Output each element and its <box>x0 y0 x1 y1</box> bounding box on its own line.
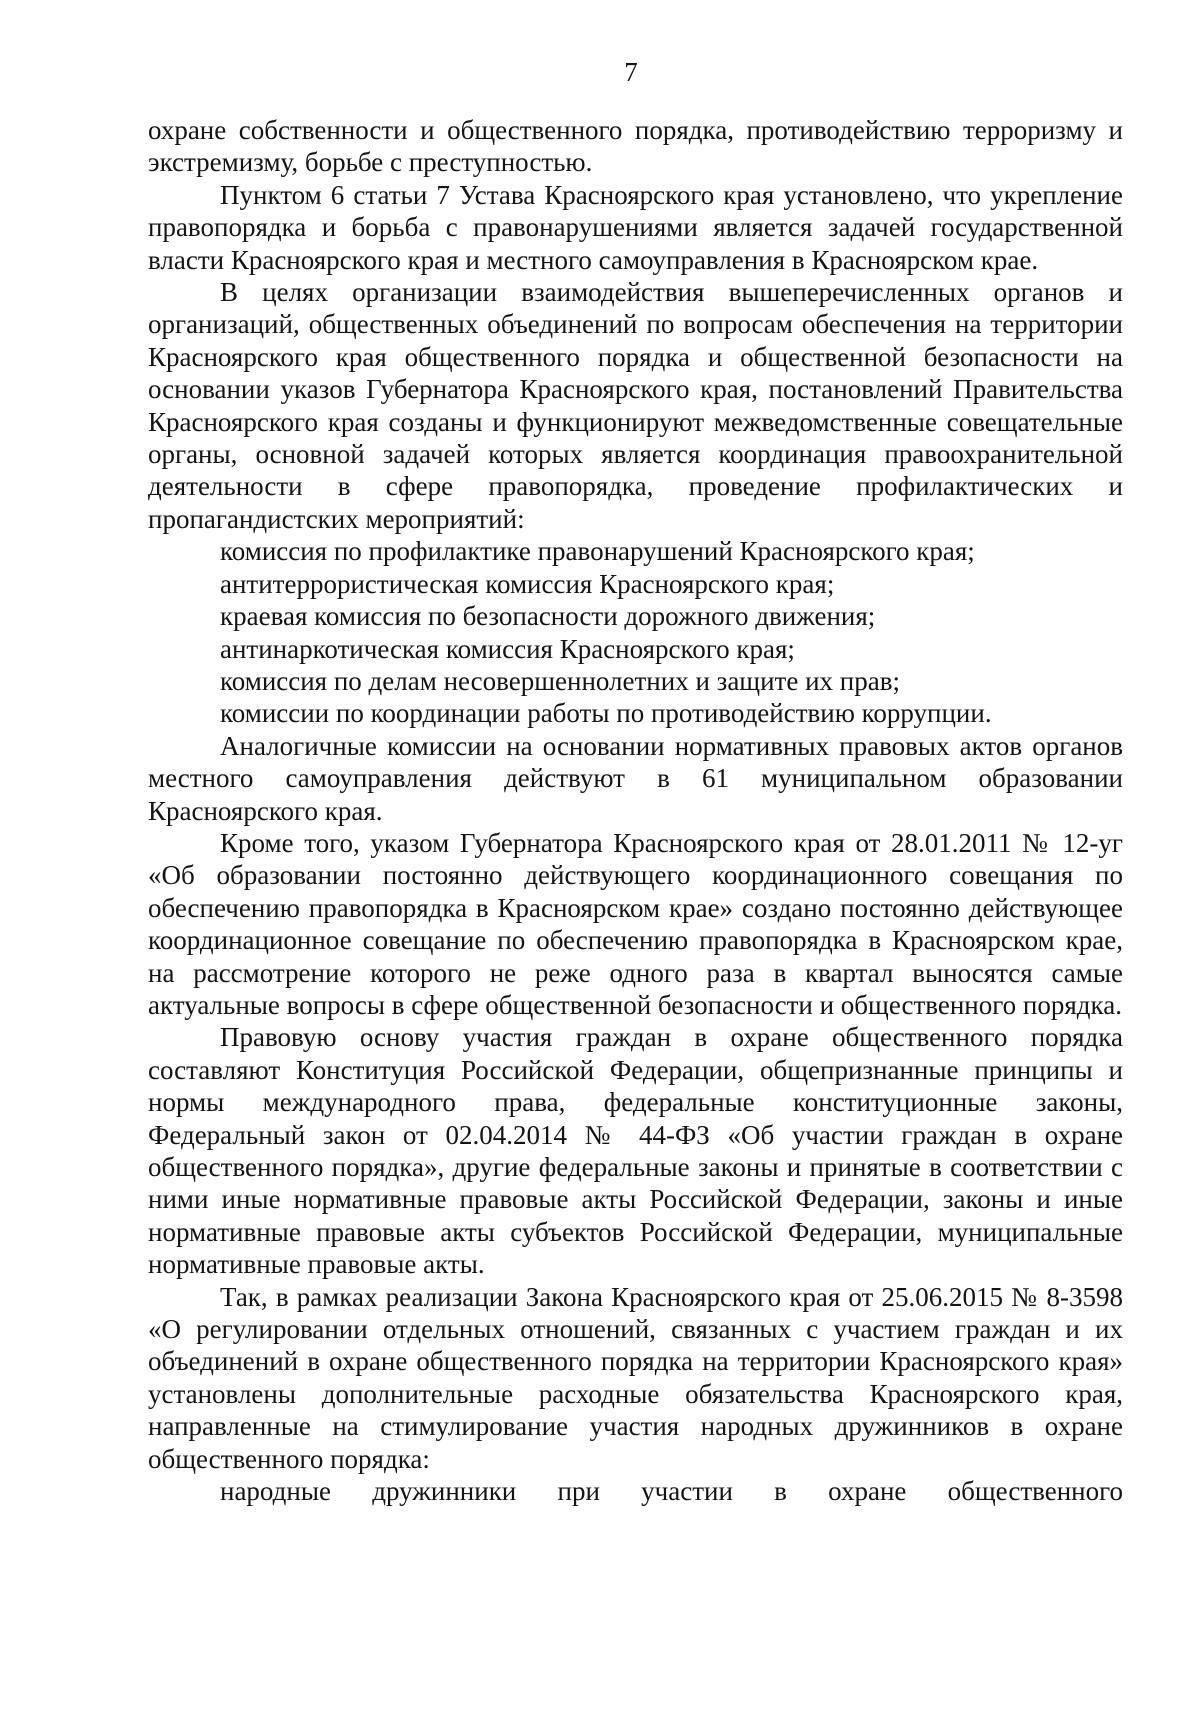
commission-list <box>148 535 1123 729</box>
list-item: антитеррористическая комиссия Красноярского края; <box>220 568 835 599</box>
list-item: антинаркотическая комиссия Красноярского края; <box>220 633 795 664</box>
paragraph-governor-decree: Кроме того, указом Губернатора Красноярского края от 28.01.2011 № 12-уг «Об образовании постоянно действующего координационного совещания по обеспечению правопорядка в Красноярском крае» создано постоянно действующее координационное совещание по обеспечению правопорядка в Красноярском крае, на рассмотрение которого не реже одного раза в квартал выносятся самые актуальные вопросы в сфере общественной безопасности и общественного порядка. <box>148 827 1123 1020</box>
paragraph-continuation: охране собственности и общественного порядка, противодействию терроризму и экстремизму, борьбе с преступностью. <box>148 115 1123 178</box>
paragraph-charter: Пунктом 6 статьи 7 Устава Красноярского края установлено, что укрепление правопорядка и борьба с правонарушениями является задачей государственной власти Красноярского края и местного самоуправления в Красноярском крае. <box>148 179 1123 275</box>
paragraph-coordination: В целях организации взаимодействия вышеперечисленных органов и организаций, общественных объединений по вопросам обеспечения на территории Красноярского края общественного порядка и общественной безопасности на основании указов Губернатора Красноярского края, постановлений Правительства Красноярского края созданы и функционируют межведомственные совещательные органы, основной задачей которых является координация правоохранительной деятельности в сфере правопорядка, проведение профилактических и пропагандистских мероприятий: <box>148 277 1123 534</box>
list-item: комиссия по делам несовершеннолетних и защите их прав; <box>220 665 900 696</box>
page-number: 7 <box>624 57 638 87</box>
list-item: комиссии по координации работы по противодействию коррупции. <box>220 698 992 729</box>
list-item: краевая комиссия по безопасности дорожного движения; <box>220 601 876 632</box>
paragraph-legal-basis: Правовую основу участия граждан в охране общественного порядка составляют Конституция Российской Федерации, общепризнанные принципы и нормы международного права, федеральные конституционные законы, Федеральный закон от 02.04.2014 № 44-ФЗ «Об участии граждан в охране общественного порядка», другие федеральные законы и принятые в соответствии с ними иные нормативные правовые акты Российской Федерации, законы и иные нормативные правовые акты субъектов Российской Федерации, муниципальные нормативные правовые акты. <box>148 1022 1123 1280</box>
paragraph-volunteers: народные дружинники при участии в охране общественного <box>220 1476 1123 1507</box>
paragraph-municipal: Аналогичные комиссии на основании нормативных правовых актов органов местного самоуправления действуют в 61 муниципальном образовании Красноярского края. <box>148 730 1123 826</box>
document-body <box>148 114 1123 1507</box>
list-item: комиссия по профилактике правонарушений Красноярского края; <box>220 536 975 567</box>
paragraph-regional-law: Так, в рамках реализации Закона Красноярского края от 25.06.2015 № 8-3598 «О регулировании отдельных отношений, связанных с участием граждан и их объединений в охране общественного порядка на территории Красноярского края» установлены дополнительные расходные обязательства Красноярского края, направленные на стимулирование участия народных дружинников в охране общественного порядка: <box>148 1281 1123 1474</box>
